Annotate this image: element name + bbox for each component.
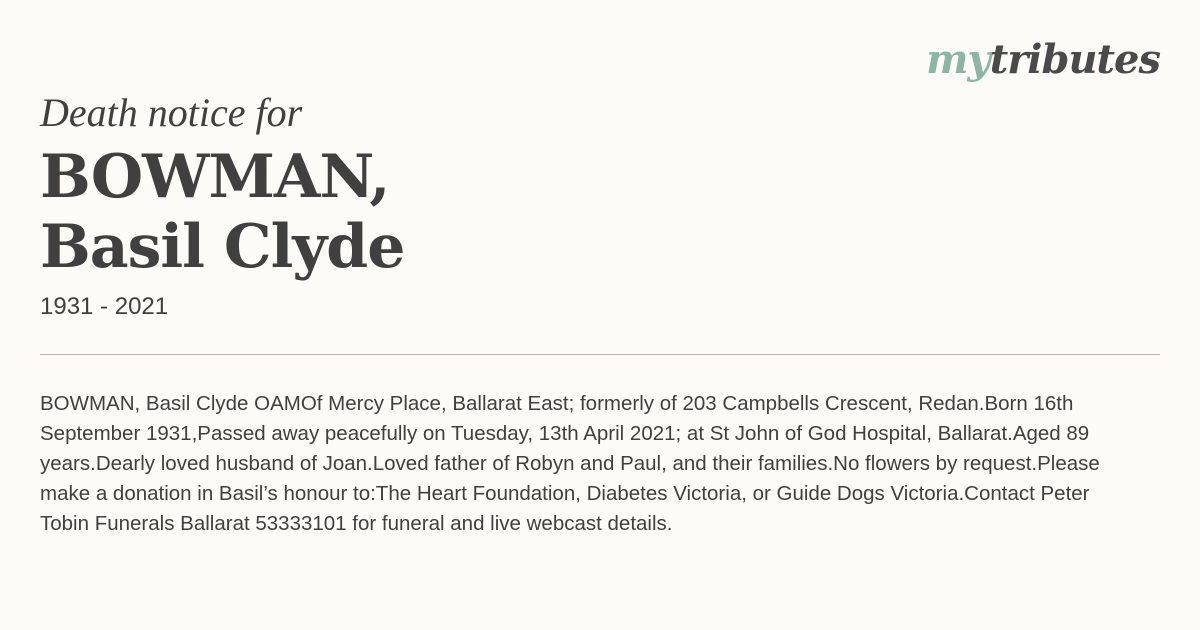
deceased-name (40, 142, 404, 282)
deceased-surname: BOWMAN, (40, 142, 390, 212)
logo-tributes-text: tributes (989, 36, 1160, 83)
logo-my-text: my (926, 36, 990, 83)
deceased-given-names: Basil Clyde (40, 212, 405, 282)
life-years: 1931 - 2021 (40, 293, 169, 320)
notice-label: Death notice for (40, 90, 303, 135)
mytributes-logo[interactable] (926, 34, 1160, 86)
divider (40, 354, 1160, 355)
notice-body-text: BOWMAN, Basil Clyde OAMOf Mercy Place, Ballarat East; formerly of 203 Campbells Crescent, Redan.Born 16th September 1931,Passed away peacefully on Tuesday, 13th April 2021; at St John of God Hospital, Ballarat.Aged 89 years.Dearly loved husband of Joan.Loved father of Robyn and Paul, and their families.No flowers by request.Please make a donation in Basil’s honour to:The Heart Foundation, Diabetes Victoria, or Guide Dogs Victoria.Contact Peter Tobin Funerals Ballarat 53333101 for funeral and live webcast details. (40, 392, 1100, 535)
